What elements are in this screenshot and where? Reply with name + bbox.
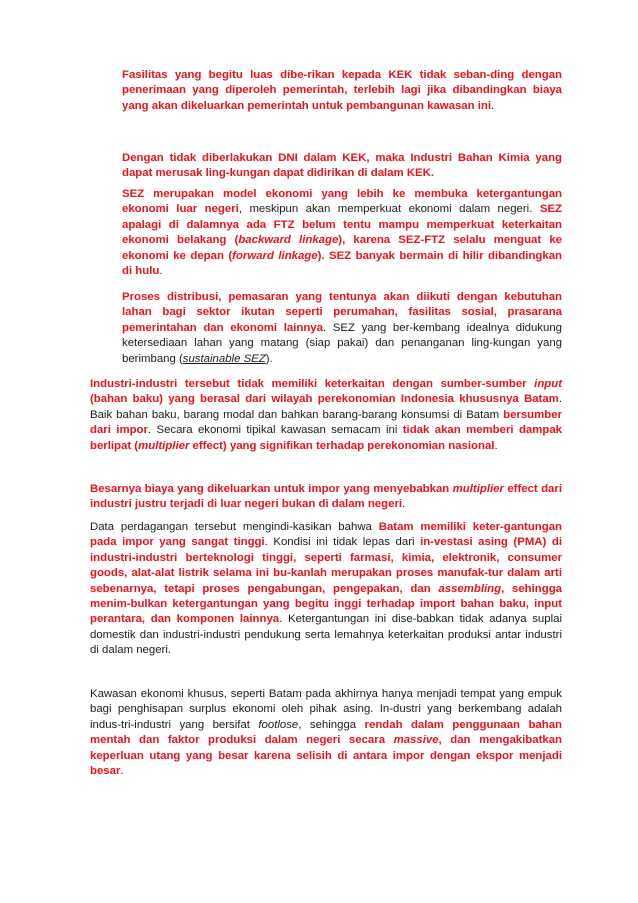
highlighted-text: effect dari industri justru terjadi di luar negeri bukan di dalam negeri (90, 483, 562, 511)
highlighted-text: rendah dalam penggunaan bahan mentah dan faktor produksi dalam negeri secara (90, 718, 562, 747)
highlighted-text: , dan mengakibatkan keperluan utang yang besar karena selisih di antara impor dengan ekspor menjadi besar (90, 734, 562, 778)
highlighted-text: multiplier (138, 439, 190, 452)
paragraph-distribution-land (122, 290, 562, 367)
body-text: , meskipun akan memperkuat ekonomi dalam negeri. (238, 203, 540, 216)
paragraph-import-cost (90, 482, 562, 513)
highlighted-text: Dengan tidak diberlakukan DNI dalam KEK, maka Industri Bahan Kimia yang dapat merusak ling-kungan dapat didirikan di dalam KEK. (122, 152, 562, 180)
body-text: sustainable SEZ (182, 352, 266, 365)
paragraph-special-economic-zone (90, 687, 562, 779)
highlighted-text: input (534, 378, 562, 390)
paragraph-industries-linkage (90, 377, 562, 454)
highlighted-text: (bahan baku) yang berasal dari wilayah perekonomian Indonesia khususnya Batam (90, 393, 559, 406)
highlighted-text: SEZ merupakan model ekonomi yang lebih ke membuka ketergantungan ekonomi luar negeri (122, 188, 562, 216)
highlighted-text: , sehingga menim-bulkan ketergantungan yang begitu inggi terhadap import bahan baku, input perantara, dan komponen lainnya (90, 582, 562, 626)
body-text: . Kondisi ini tidak lepas dari (264, 536, 421, 549)
body-text: . (491, 99, 495, 112)
highlighted-text: Batam memiliki keter-gantungan pada impor yang sangat tinggi (90, 521, 563, 549)
highlighted-text: Fasilitas yang begitu luas dibe-rikan kepada KEK tidak seban-ding dengan penerimaan yang diperoleh pemerintah, terlebih lagi jika dibandingkan biaya yang akan dikeluarkan pemerintah untuk pembangunan kawasan ini (122, 69, 562, 112)
highlighted-text: effect) yang signifikan terhadap perekonomian nasional (189, 439, 495, 452)
highlighted-text: ). SEZ banyak bermain di hilir dibandingkan di hulu (122, 249, 563, 278)
body-text: . Baik bahan baku, barang modal dan bahkan barang-barang konsumsi di Batam (90, 393, 562, 421)
paragraph-sez-dependence (122, 187, 562, 279)
highlighted-text: SEZ apalagi di dalamnya ada FTZ belum tentu mampu memperkuat keterkaitan ekonomi belakang ( (122, 203, 562, 247)
highlighted-text: forward linkage (232, 249, 318, 262)
highlighted-text: assembling (438, 582, 502, 595)
highlighted-text: backward linkage (238, 234, 339, 247)
body-text: ). (265, 352, 273, 365)
highlighted-text: massive (393, 734, 439, 747)
body-text: . (402, 498, 406, 511)
body-text: . (494, 439, 498, 452)
highlighted-text: ), karena SEZ-FTZ selalu menguat ke ekonomi ke depan ( (122, 234, 562, 262)
highlighted-text: Proses distribusi, pemasaran yang tentunya akan diikuti dengan kebutuhan lahan bagi sektor ikutan seperti perumahan, fasilitas sosial, prasarana pemerintahan dan ekonomi lainnya (122, 291, 562, 334)
highlighted-text: Besarnya biaya yang dikeluarkan untuk impor yang menyebabkan (90, 483, 453, 495)
paragraph-trade-data (90, 520, 562, 659)
body-text: footlose (258, 718, 299, 731)
body-text: Kawasan ekonomi khusus, seperti Batam pada akhirnya hanya menjadi tempat yang empuk bagi penghisapan surplus ekonomi oleh pihak asing. In-dustri yang berkembang adalah indus-tri-industri yang bersifat (90, 688, 562, 731)
paragraph-dni-chemical-industry (122, 151, 562, 182)
body-text: . (120, 765, 124, 778)
body-text: , sehingga (298, 718, 365, 731)
highlighted-text: Industri-industri tersebut tidak memiliki keterkaitan dengan sumber-sumber (90, 378, 535, 390)
body-text: . Secara ekonomi tipikal kawasan semacam ini (147, 424, 403, 437)
body-text: Data perdagangan tersebut mengindi-kasikan bahwa (90, 521, 379, 533)
highlighted-text: multiplier (452, 483, 504, 495)
body-text: . Ketergantungan ini dise-babkan tidak adanya suplai domestik dan industri-industri pendukung serta lemahnya keterkaitan produksi antar industri di dalam negeri. (90, 613, 562, 657)
highlighted-text: bersumber dari impor (90, 408, 562, 437)
highlighted-text: tidak akan memberi dampak berlipat ( (90, 424, 562, 452)
body-text: . (159, 265, 163, 278)
highlighted-text: in-vestasi asing (PMA) di industri-industri berteknologi tinggi, seperti farmasi, kimia, elektronik, consumer goods, alat-alat listrik selama ini bu-kanlah merupakan proses manufak-tur dalam arti sebenarnya, tetapi proses pengabungan, pengepakan, dan (90, 536, 562, 595)
body-text: . SEZ yang ber-kembang idealnya didukung ketersediaan lahan yang matang (siap pakai) dan penanganan ling-kungan yang berimbang ( (122, 321, 562, 365)
paragraph-kek-facilities (122, 68, 562, 114)
